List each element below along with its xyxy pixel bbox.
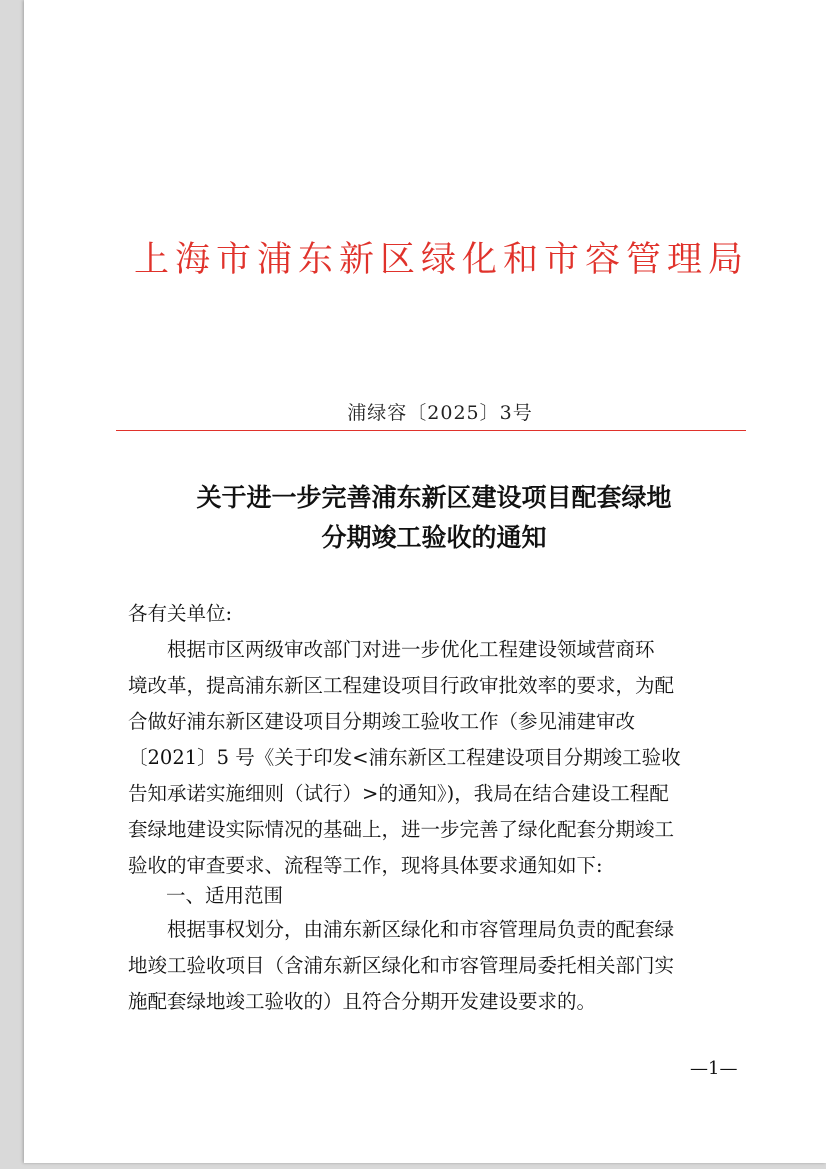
- red-divider-line: [116, 430, 746, 431]
- page-number: —1—: [690, 1058, 738, 1079]
- body-line: 验收的审查要求、流程等工作，现将具体要求通知如下:: [128, 854, 603, 877]
- document-page: [24, 0, 826, 1163]
- document-number: 浦绿容〔2025〕3号: [347, 402, 533, 424]
- body-line: 根据市区两级审改部门对进一步优化工程建设领域营商环: [128, 638, 655, 661]
- body-line: 套绿地建设实际情况的基础上，进一步完善了绿化配套分期竣工: [128, 818, 675, 841]
- body-line: 根据事权划分，由浦东新区绿化和市容管理局负责的配套绿: [128, 918, 675, 941]
- body-line: 告知承诺实施细则（试行）>的通知》)，我局在结合建设工程配: [128, 782, 669, 805]
- document-title-line-1: 关于进一步完善浦东新区建设项目配套绿地: [196, 483, 672, 512]
- salutation: 各有关单位:: [128, 602, 233, 625]
- section-heading: 一、适用范围: [166, 884, 284, 907]
- body-line: 〔2021〕5 号《关于印发<浦东新区工程建设项目分期竣工验收: [128, 746, 681, 769]
- document-title-line-2: 分期竣工验收的通知: [321, 523, 547, 552]
- body-line: 合做好浦东新区建设项目分期竣工验收工作（参见浦建审改: [128, 710, 636, 733]
- agency-header: 上海市浦东新区绿化和市容管理局: [134, 240, 750, 280]
- body-line: 地竣工验收项目（含浦东新区绿化和市容管理局委托相关部门实: [128, 954, 675, 977]
- body-line: 施配套绿地竣工验收的）且符合分期开发建设要求的。: [128, 990, 597, 1013]
- body-line: 境改革，提高浦东新区工程建设项目行政审批效率的要求，为配: [128, 674, 675, 697]
